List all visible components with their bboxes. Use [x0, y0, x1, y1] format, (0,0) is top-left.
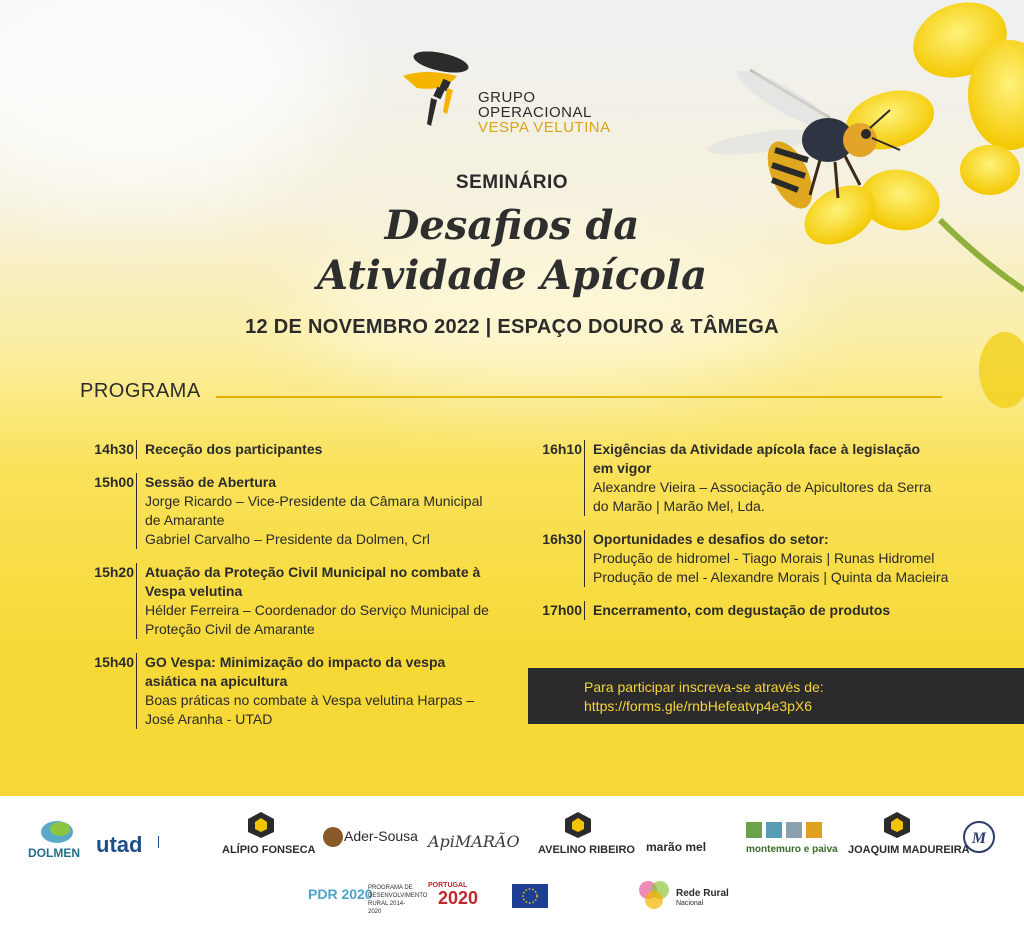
program-title: Exigências da Atividade apícola face à legislação [593, 441, 921, 457]
program-line: Produção de hidromel - Tiago Morais | Runas Hidromel [593, 550, 935, 566]
program-time: 17h00 [542, 602, 582, 618]
m-circle-logo-icon [962, 820, 996, 854]
program-time: 15h20 [94, 564, 134, 580]
seminar-label: SEMINÁRIO [455, 172, 569, 193]
program-item [80, 563, 500, 639]
program-title: Encerramento, com degustação de produtos [593, 602, 891, 618]
program-item [528, 601, 998, 620]
utad-divider [158, 836, 207, 848]
date-place: 12 DE NOVEMBRO 2022 | ESPAÇO DOURO & TÂMEGA [245, 316, 779, 338]
vespa-velutina-logo [395, 48, 635, 148]
montemuro-logo: montemuro e paiva [746, 844, 838, 855]
program-body [136, 440, 500, 459]
program-item [80, 653, 500, 729]
hex-logo-icon [565, 812, 591, 838]
program-line: Alexandre Vieira – Associação de Apicultores da Serra [593, 479, 932, 495]
program-title: Atuação da Proteção Civil Municipal no combate à [145, 564, 481, 580]
programa-heading: PROGRAMA [80, 380, 201, 402]
program-item [528, 530, 998, 587]
registration-text: Para participar inscreva-se através de: [584, 679, 824, 695]
apimarao-logo: ApiMARÃO [428, 832, 520, 851]
program-body [136, 473, 500, 549]
portugal-2020-logo: 2020 [438, 888, 479, 908]
program-line: do Marão | Marão Mel, Lda. [593, 498, 765, 514]
portugal-label: PORTUGAL [428, 882, 468, 889]
program-line: Proteção Civil de Amarante [145, 621, 315, 637]
rede-rural-logo: Rede Rural [676, 888, 729, 899]
logo-line2: OPERACIONAL [478, 104, 592, 121]
hex-logo-icon [884, 812, 910, 838]
program-time: 16h30 [542, 531, 582, 547]
joaquim-madureira-logo: JOAQUIM MADUREIRA [848, 844, 970, 856]
program-title: Sessão de Abertura [145, 474, 276, 490]
ader-sousa-icon [322, 826, 344, 848]
hex-logo-icon [248, 812, 274, 838]
program-title: Oportunidades e desafios do setor: [593, 531, 829, 547]
program-body [584, 530, 998, 587]
title-line1: Desafios da [384, 202, 640, 249]
program-title: GO Vespa: Minimização do impacto da vespa [145, 654, 446, 670]
pdr-text: PROGRAMA DE DESENVOLVIMENTO RURAL 2014-2020 [368, 885, 428, 915]
rede-rural-icon [636, 878, 672, 912]
registration-link[interactable]: https://forms.gle/rnbHefeatvp4e3pX6 [584, 698, 813, 714]
programa-divider [216, 396, 942, 398]
program-time: 15h40 [94, 654, 134, 670]
eu-flag-icon [512, 884, 548, 908]
wasp-logo-icon [395, 48, 475, 128]
ader-sousa-logo: Ader-Sousa [344, 828, 418, 844]
program-line: Boas práticas no combate à Vespa velutina Harpas – [145, 692, 475, 708]
bg-glow [0, 0, 340, 200]
program-time: 16h10 [542, 441, 582, 457]
program-body [136, 653, 500, 729]
program-right-column [528, 440, 998, 634]
program-title: Receção dos participantes [145, 441, 323, 457]
marao-mel-logo: marão mel [646, 840, 707, 854]
program-time: 15h00 [94, 474, 134, 490]
sponsor-footer [0, 796, 1024, 930]
program-body [584, 440, 998, 516]
title-line2: Atividade Apícola [316, 252, 708, 299]
program-item [80, 473, 500, 549]
program-line: José Aranha - UTAD [145, 711, 273, 727]
program-left-column [80, 440, 500, 743]
program-line: Produção de mel - Alexandre Morais | Quinta da Macieira [593, 569, 949, 585]
rede-rural-nacional: Nacional [676, 900, 704, 907]
program-line: de Amarante [145, 512, 225, 528]
program-title: asiática na apicultura [145, 673, 288, 689]
program-item [528, 440, 998, 516]
program-line: Hélder Ferreira – Coordenador do Serviço Municipal de [145, 602, 489, 618]
svg-text:M: M [971, 830, 987, 847]
pdr-logo: PDR 2020 [308, 886, 373, 902]
montemuro-icons [746, 820, 822, 840]
avelino-ribeiro-logo: AVELINO RIBEIRO [538, 844, 635, 856]
utad-logo: utad [96, 832, 143, 857]
program-time: 14h30 [94, 441, 134, 457]
alipio-fonseca-logo: ALÍPIO FONSECA [222, 844, 316, 856]
program-body [136, 563, 500, 639]
dolmen-logo: DOLMEN [28, 846, 80, 860]
program-title: em vigor [593, 460, 652, 476]
program-line: Jorge Ricardo – Vice-Presidente da Câmara Municipal [145, 493, 483, 509]
registration-box [528, 668, 1024, 724]
program-line: Gabriel Carvalho – Presidente da Dolmen, Crl [145, 531, 430, 547]
logo-line1: GRUPO [478, 89, 536, 106]
program-body [584, 601, 998, 620]
program-title: Vespa velutina [145, 583, 243, 599]
logo-line3: VESPA VELUTINA [478, 119, 611, 136]
dolmen-logo-icon [40, 818, 74, 844]
program-item [80, 440, 500, 459]
